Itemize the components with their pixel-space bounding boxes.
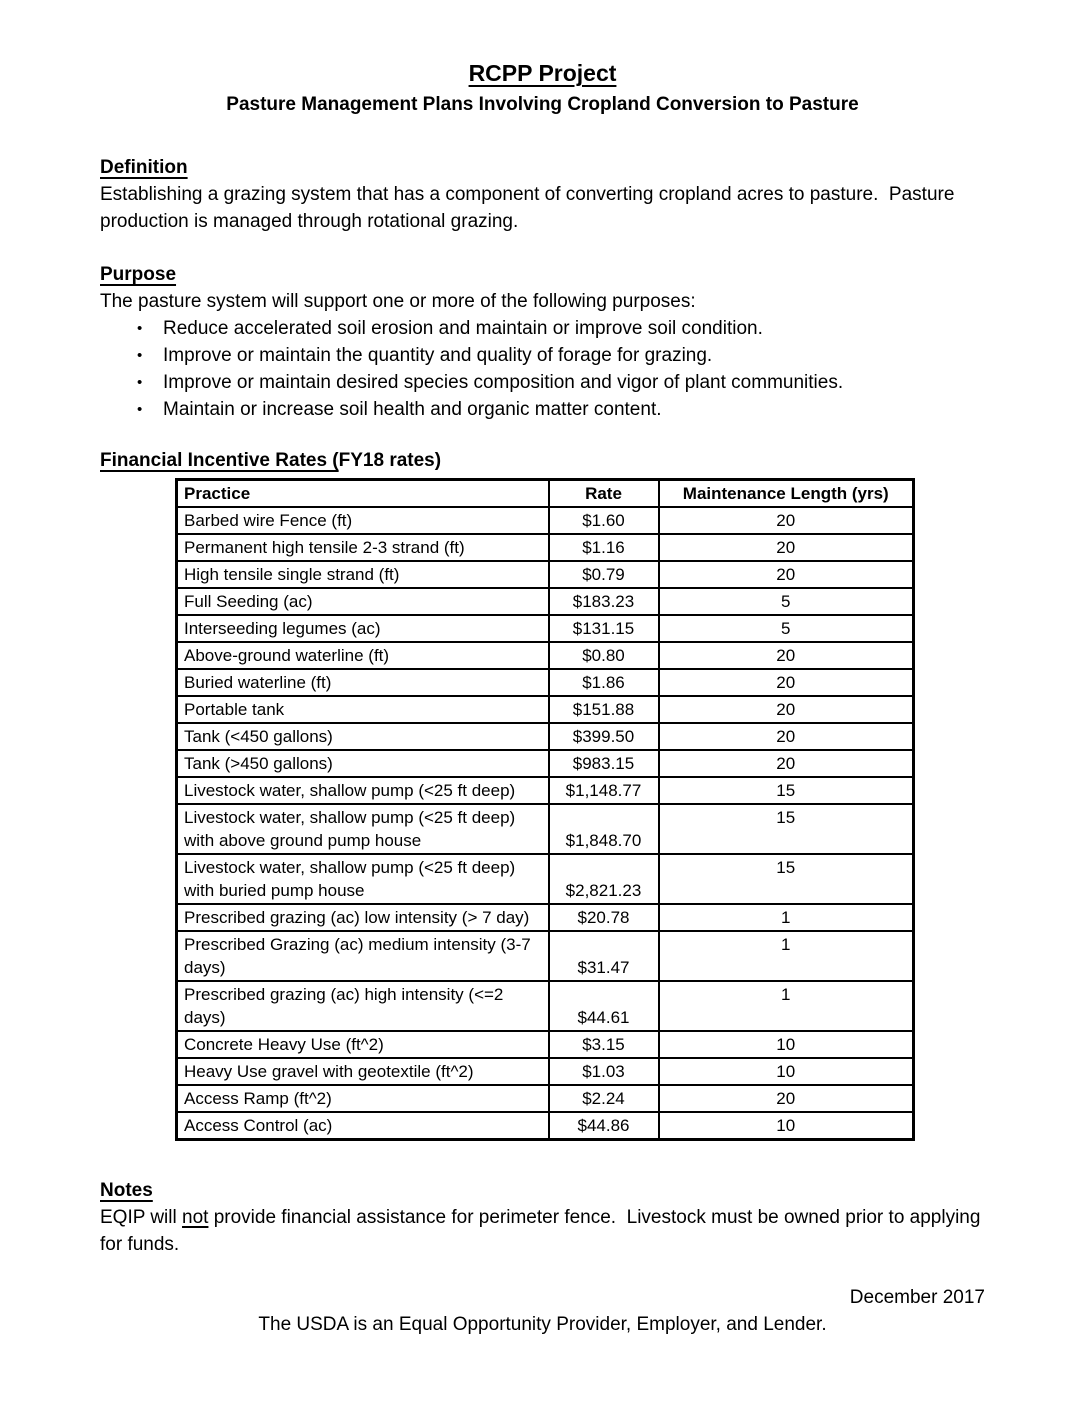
bullet-text: Reduce accelerated soil erosion and maintain or improve soil condition. <box>163 318 763 339</box>
rate-cell: $1,848.70 <box>549 804 659 854</box>
maintenance-years-cell: 1 <box>659 981 914 1031</box>
table-row <box>177 981 914 1031</box>
rate-cell: $0.80 <box>549 642 659 669</box>
table-row <box>177 804 914 854</box>
definition-body: Establishing a grazing system that has a component of converting cropland acres to pasture. Pasture production is managed through rotational grazing. <box>100 184 960 232</box>
table-row <box>177 615 914 642</box>
definition-heading: Definition <box>100 157 188 178</box>
maintenance-years-cell: 20 <box>659 750 914 777</box>
rate-cell: $399.50 <box>549 723 659 750</box>
rates-table-body <box>177 507 914 1140</box>
footer-eo-statement: The USDA is an Equal Opportunity Provider, Employer, and Lender. <box>258 1314 827 1335</box>
table-row <box>177 854 914 904</box>
table-row <box>177 777 914 804</box>
table-row <box>177 1031 914 1058</box>
notes-heading: Notes <box>100 1180 153 1201</box>
table-row <box>177 669 914 696</box>
table-row <box>177 723 914 750</box>
maintenance-years-cell: 15 <box>659 804 914 854</box>
list-item <box>100 369 985 396</box>
notes-text-underlined: not <box>182 1207 209 1228</box>
rate-cell: $31.47 <box>549 931 659 981</box>
table-row <box>177 561 914 588</box>
rate-cell: $1,148.77 <box>549 777 659 804</box>
practice-cell: Buried waterline (ft) <box>177 669 549 696</box>
column-header-maintenance: Maintenance Length (yrs) <box>659 480 914 508</box>
rate-cell: $183.23 <box>549 588 659 615</box>
maintenance-years-cell: 10 <box>659 1058 914 1085</box>
bullet-icon: • <box>137 347 143 364</box>
bullet-text: Maintain or increase soil health and organic matter content. <box>163 399 662 420</box>
maintenance-years-cell: 20 <box>659 642 914 669</box>
practice-cell: Access Ramp (ft^2) <box>177 1085 549 1112</box>
practice-cell: Interseeding legumes (ac) <box>177 615 549 642</box>
maintenance-years-cell: 10 <box>659 1031 914 1058</box>
bullet-icon: • <box>137 374 143 391</box>
table-row <box>177 534 914 561</box>
practice-cell: Livestock water, shallow pump (<25 ft deep) with above ground pump house <box>177 804 549 854</box>
table-row <box>177 904 914 931</box>
practice-cell: Heavy Use gravel with geotextile (ft^2) <box>177 1058 549 1085</box>
practice-cell: High tensile single strand (ft) <box>177 561 549 588</box>
practice-cell: Full Seeding (ac) <box>177 588 549 615</box>
rate-cell: $3.15 <box>549 1031 659 1058</box>
bullet-icon: • <box>137 320 143 337</box>
rate-cell: $44.86 <box>549 1112 659 1140</box>
rate-cell: $2.24 <box>549 1085 659 1112</box>
maintenance-years-cell: 20 <box>659 669 914 696</box>
table-row <box>177 1112 914 1140</box>
rate-cell: $1.03 <box>549 1058 659 1085</box>
maintenance-years-cell: 15 <box>659 854 914 904</box>
table-row <box>177 696 914 723</box>
list-item <box>100 342 985 369</box>
rates-heading-underlined: Financial Incentive Rates ( <box>100 450 339 471</box>
maintenance-years-cell: 10 <box>659 1112 914 1140</box>
practice-cell: Prescribed Grazing (ac) medium intensity (3-7 days) <box>177 931 549 981</box>
column-header-rate: Rate <box>549 480 659 508</box>
notes-text-prefix: EQIP will <box>100 1207 183 1228</box>
bullet-text: Improve or maintain the quantity and quality of forage for grazing. <box>163 345 713 366</box>
practice-cell: Portable tank <box>177 696 549 723</box>
purpose-bullet-list <box>100 315 985 423</box>
page-title <box>100 58 985 88</box>
practice-cell: Livestock water, shallow pump (<25 ft deep) with buried pump house <box>177 854 549 904</box>
practice-cell: Tank (<450 gallons) <box>177 723 549 750</box>
practice-cell: Access Control (ac) <box>177 1112 549 1140</box>
practice-cell: Livestock water, shallow pump (<25 ft deep) <box>177 777 549 804</box>
maintenance-years-cell: 5 <box>659 588 914 615</box>
maintenance-years-cell: 15 <box>659 777 914 804</box>
list-item <box>100 396 985 423</box>
rate-cell: $20.78 <box>549 904 659 931</box>
page-subtitle: Pasture Management Plans Involving Cropland Conversion to Pasture <box>226 94 859 115</box>
practice-cell: Prescribed grazing (ac) low intensity (> 7 day) <box>177 904 549 931</box>
maintenance-years-cell: 1 <box>659 931 914 981</box>
practice-cell: Prescribed grazing (ac) high intensity (<=2 days) <box>177 981 549 1031</box>
maintenance-years-cell: 20 <box>659 534 914 561</box>
rate-cell: $131.15 <box>549 615 659 642</box>
practice-cell: Permanent high tensile 2-3 strand (ft) <box>177 534 549 561</box>
maintenance-years-cell: 20 <box>659 507 914 534</box>
notes-text-suffix: provide financial assistance for perimeter fence. Livestock must be owned prior to applying for funds. <box>100 1207 986 1255</box>
rates-heading <box>100 447 985 474</box>
rate-cell: $1.16 <box>549 534 659 561</box>
table-row <box>177 750 914 777</box>
table-header-row <box>177 480 914 508</box>
column-header-practice: Practice <box>177 480 549 508</box>
page-title-text: RCPP Project <box>468 60 617 86</box>
maintenance-years-cell: 20 <box>659 561 914 588</box>
table-row <box>177 1058 914 1085</box>
rates-table <box>175 478 915 1141</box>
purpose-heading: Purpose <box>100 264 177 285</box>
notes-body <box>100 1204 985 1258</box>
footer-date: December 2017 <box>849 1287 985 1308</box>
practice-cell: Barbed wire Fence (ft) <box>177 507 549 534</box>
table-row <box>177 588 914 615</box>
maintenance-years-cell: 20 <box>659 1085 914 1112</box>
maintenance-years-cell: 5 <box>659 615 914 642</box>
bullet-text: Improve or maintain desired species composition and vigor of plant communities. <box>163 372 844 393</box>
rate-cell: $0.79 <box>549 561 659 588</box>
bullet-icon: • <box>137 401 143 418</box>
maintenance-years-cell: 1 <box>659 904 914 931</box>
table-row <box>177 642 914 669</box>
rate-cell: $1.60 <box>549 507 659 534</box>
table-row <box>177 931 914 981</box>
rates-heading-rest: FY18 rates) <box>338 450 442 471</box>
rate-cell: $151.88 <box>549 696 659 723</box>
maintenance-years-cell: 20 <box>659 696 914 723</box>
maintenance-years-cell: 20 <box>659 723 914 750</box>
table-row <box>177 507 914 534</box>
rate-cell: $2,821.23 <box>549 854 659 904</box>
practice-cell: Above-ground waterline (ft) <box>177 642 549 669</box>
purpose-intro: The pasture system will support one or more of the following purposes: <box>100 291 696 312</box>
rate-cell: $44.61 <box>549 981 659 1031</box>
rate-cell: $1.86 <box>549 669 659 696</box>
rate-cell: $983.15 <box>549 750 659 777</box>
list-item <box>100 315 985 342</box>
table-row <box>177 1085 914 1112</box>
practice-cell: Tank (>450 gallons) <box>177 750 549 777</box>
practice-cell: Concrete Heavy Use (ft^2) <box>177 1031 549 1058</box>
